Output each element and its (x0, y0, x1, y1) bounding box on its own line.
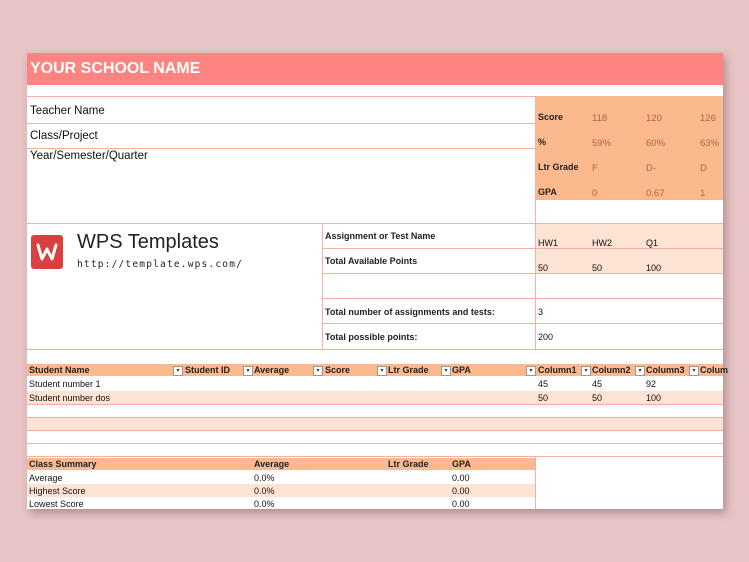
assignment-points-2[interactable]: 50 (592, 263, 603, 273)
header-band (27, 53, 723, 85)
summary-average-value[interactable]: 0.0% (254, 473, 275, 483)
possible-points-value[interactable]: 200 (538, 332, 554, 342)
col-student-id[interactable]: Student ID (185, 365, 230, 375)
student-name-2[interactable]: Student number dos (29, 393, 111, 403)
assignment-points-fill (536, 249, 723, 273)
scale-gpa-label[interactable]: GPA (538, 187, 557, 197)
summary-lowest-value[interactable]: 0.0% (254, 499, 275, 509)
assignment-points-3[interactable]: 100 (646, 263, 662, 273)
brand-title: WPS Templates (77, 231, 219, 253)
teacher-name-label[interactable]: Teacher Name (30, 105, 105, 117)
school-name[interactable]: YOUR SCHOOL NAME (30, 60, 201, 77)
wps-logo-icon (31, 235, 63, 269)
summary-highest-label[interactable]: Highest Score (29, 486, 86, 496)
summary-col-average[interactable]: Average (254, 459, 290, 469)
summary-col-gpa[interactable]: GPA (452, 459, 471, 469)
summary-average-label[interactable]: Average (29, 473, 63, 483)
student-2-column2[interactable]: 50 (592, 393, 603, 403)
col-column4[interactable]: Colum (700, 365, 728, 375)
scale-score-3[interactable]: 126 (700, 113, 716, 124)
summary-highest-value[interactable]: 0.0% (254, 486, 275, 496)
filter-student-id-icon[interactable]: ▾ (243, 366, 253, 376)
scale-percent-2[interactable]: 60% (646, 138, 666, 149)
col-average[interactable]: Average (254, 365, 290, 375)
col-score[interactable]: Score (325, 365, 351, 375)
scale-ltr-3[interactable]: D (700, 163, 707, 174)
filter-average-icon[interactable]: ▾ (313, 366, 323, 376)
scale-ltr-2[interactable]: D- (646, 163, 657, 174)
filter-gpa-icon[interactable]: ▾ (526, 366, 536, 376)
summary-lowest-gpa[interactable]: 0.00 (452, 499, 470, 509)
table-row[interactable] (27, 391, 723, 404)
filter-column3-icon[interactable]: ▾ (689, 366, 699, 376)
scale-percent-3[interactable]: 63% (700, 138, 720, 149)
summary-col-label[interactable]: Class Summary (29, 459, 97, 469)
scale-score-1[interactable]: 118 (592, 113, 608, 124)
scale-gpa-1[interactable]: 0 (592, 188, 598, 199)
assignment-count-label[interactable]: Total number of assignments and tests: (325, 307, 495, 317)
student-2-column3[interactable]: 100 (646, 393, 662, 403)
col-ltr-grade[interactable]: Ltr Grade (388, 365, 429, 375)
student-1-column3[interactable]: 92 (646, 379, 657, 389)
col-gpa[interactable]: GPA (452, 365, 471, 375)
summary-lowest-label[interactable]: Lowest Score (29, 499, 84, 509)
student-2-column1[interactable]: 50 (538, 393, 549, 403)
class-project-label[interactable]: Class/Project (30, 130, 98, 142)
assignment-names-fill (536, 224, 723, 248)
assignment-count-value[interactable]: 3 (538, 307, 544, 317)
filter-column1-icon[interactable]: ▾ (581, 366, 591, 376)
assignment-points-1[interactable]: 50 (538, 263, 549, 273)
col-column3[interactable]: Column3 (646, 365, 685, 375)
scale-percent-1[interactable]: 59% (592, 138, 612, 149)
available-points-label[interactable]: Total Available Points (325, 256, 418, 266)
col-column2[interactable]: Column2 (592, 365, 631, 375)
filter-student-name-icon[interactable]: ▾ (173, 366, 183, 376)
grade-scale-block (536, 96, 723, 199)
spreadsheet-template (27, 53, 728, 509)
possible-points-label[interactable]: Total possible points: (325, 332, 418, 342)
term-label[interactable]: Year/Semester/Quarter (30, 150, 148, 162)
scale-score-label[interactable]: Score (538, 112, 564, 122)
student-1-column1[interactable]: 45 (538, 379, 549, 389)
scale-gpa-3[interactable]: 1 (700, 188, 706, 199)
scale-ltr-label[interactable]: Ltr Grade (538, 162, 579, 172)
assignment-name-3[interactable]: Q1 (646, 238, 659, 248)
filter-ltr-grade-icon[interactable]: ▾ (441, 366, 451, 376)
scale-gpa-2[interactable]: 0.67 (646, 188, 665, 199)
col-column1[interactable]: Column1 (538, 365, 577, 375)
filter-score-icon[interactable]: ▾ (377, 366, 387, 376)
table-row[interactable] (27, 377, 723, 390)
student-1-column2[interactable]: 45 (592, 379, 603, 389)
scale-score-2[interactable]: 120 (646, 113, 662, 124)
summary-highest-gpa[interactable]: 0.00 (452, 486, 470, 496)
assignment-name-label[interactable]: Assignment or Test Name (325, 231, 436, 241)
scale-percent-label[interactable]: % (538, 137, 547, 147)
assignment-name-2[interactable]: HW2 (592, 238, 612, 248)
table-row[interactable] (27, 418, 723, 430)
col-student-name[interactable]: Student Name (29, 365, 90, 375)
summary-average-gpa[interactable]: 0.00 (452, 473, 470, 483)
brand-url[interactable]: http://template.wps.com/ (77, 259, 244, 270)
scale-ltr-1[interactable]: F (592, 163, 598, 174)
filter-column2-icon[interactable]: ▾ (635, 366, 645, 376)
assignment-name-1[interactable]: HW1 (538, 238, 558, 248)
student-name-1[interactable]: Student number 1 (29, 379, 101, 389)
summary-col-ltr-grade[interactable]: Ltr Grade (388, 459, 429, 469)
